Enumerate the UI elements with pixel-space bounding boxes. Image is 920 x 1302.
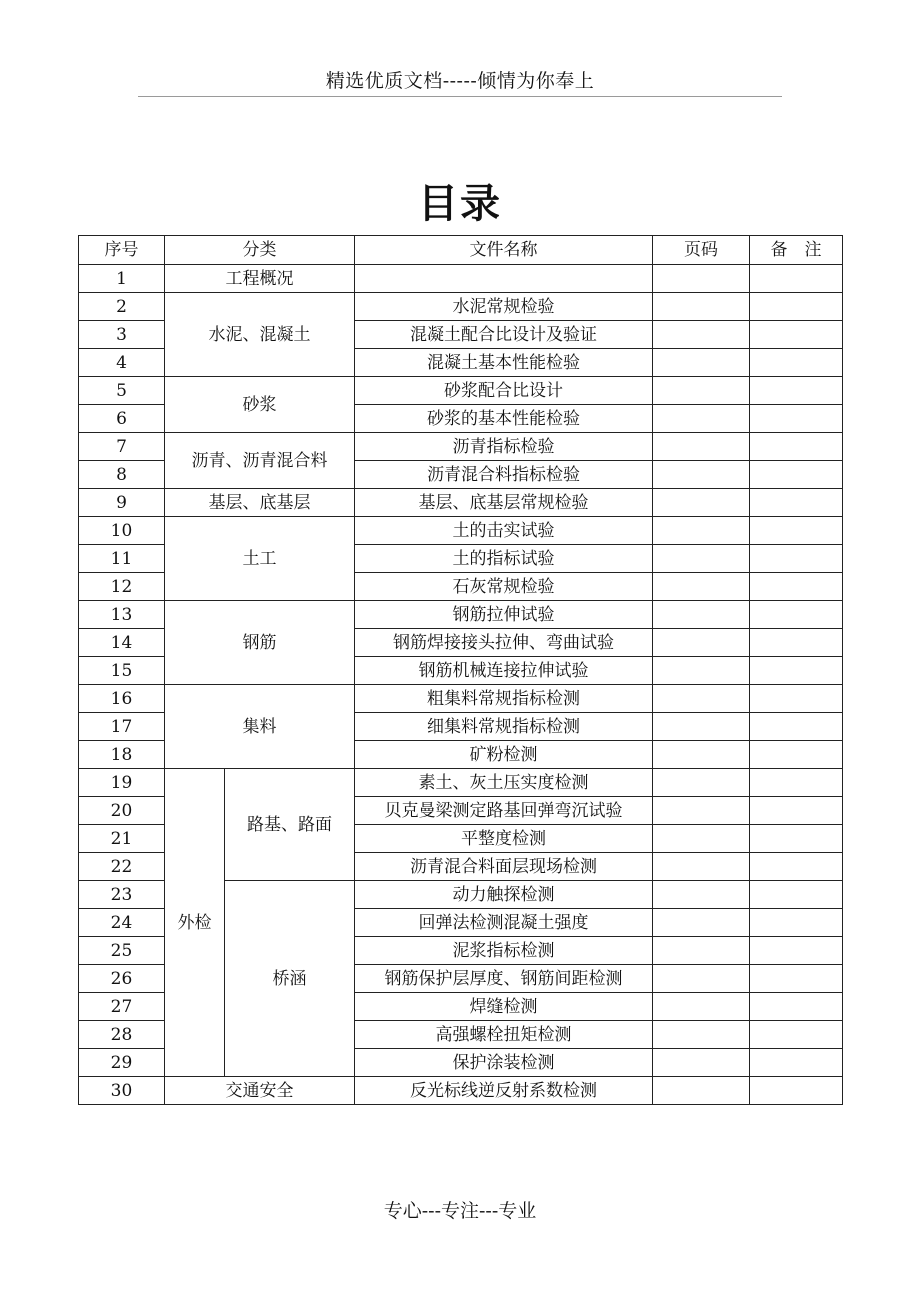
row-no: 12 [79, 573, 165, 601]
header-divider [138, 96, 782, 97]
table-row [79, 769, 843, 797]
page-cell [653, 517, 750, 545]
page-cell [653, 909, 750, 937]
category-cell: 水泥、混凝土 [165, 293, 355, 377]
toc-table [78, 235, 843, 1105]
row-no: 3 [79, 321, 165, 349]
remark-cell [750, 489, 843, 517]
row-no: 20 [79, 797, 165, 825]
row-no: 2 [79, 293, 165, 321]
header-file-name: 文件名称 [355, 236, 653, 265]
file-name: 沥青混合料指标检验 [355, 461, 653, 489]
row-no: 11 [79, 545, 165, 573]
remark-cell [750, 601, 843, 629]
file-name [355, 265, 653, 293]
file-name: 动力触探检测 [355, 881, 653, 909]
page-cell [653, 853, 750, 881]
file-name: 矿粉检测 [355, 741, 653, 769]
row-no: 22 [79, 853, 165, 881]
row-no: 25 [79, 937, 165, 965]
category-cell: 土工 [165, 517, 355, 601]
file-name: 焊缝检测 [355, 993, 653, 1021]
page-header: 精选优质文档-----倾情为你奉上 [325, 70, 595, 92]
subcategory-cell: 桥涵 [225, 881, 355, 1077]
page-cell [653, 489, 750, 517]
remark-cell [750, 461, 843, 489]
page-cell [653, 461, 750, 489]
file-name: 基层、底基层常规检验 [355, 489, 653, 517]
remark-cell [750, 965, 843, 993]
file-name: 钢筋机械连接拉伸试验 [355, 657, 653, 685]
remark-cell [750, 825, 843, 853]
row-no: 1 [79, 265, 165, 293]
file-name: 沥青混合料面层现场检测 [355, 853, 653, 881]
file-name: 反光标线逆反射系数检测 [355, 1077, 653, 1105]
table-row [79, 685, 843, 713]
row-no: 19 [79, 769, 165, 797]
remark-cell [750, 573, 843, 601]
page-cell [653, 433, 750, 461]
remark-cell [750, 349, 843, 377]
table-row [79, 265, 843, 293]
category-cell: 沥青、沥青混合料 [165, 433, 355, 489]
header-remark: 备 注 [750, 236, 843, 265]
remark-cell [750, 321, 843, 349]
remark-cell [750, 377, 843, 405]
page-footer: 专心---专注---专业 [383, 1200, 537, 1222]
file-name: 砂浆配合比设计 [355, 377, 653, 405]
row-no: 24 [79, 909, 165, 937]
page-cell [653, 685, 750, 713]
page-title: 目录 [418, 181, 502, 227]
category-cell: 基层、底基层 [165, 489, 355, 517]
row-no: 4 [79, 349, 165, 377]
row-no: 28 [79, 1021, 165, 1049]
page-cell [653, 377, 750, 405]
category-cell: 工程概况 [165, 265, 355, 293]
page-cell [653, 293, 750, 321]
file-name: 高强螺栓扭矩检测 [355, 1021, 653, 1049]
row-no: 14 [79, 629, 165, 657]
category-cell: 钢筋 [165, 601, 355, 685]
remark-cell [750, 741, 843, 769]
category-cell: 砂浆 [165, 377, 355, 433]
row-no: 27 [79, 993, 165, 1021]
table-row [79, 293, 843, 321]
page-cell [653, 573, 750, 601]
table-row [79, 489, 843, 517]
row-no: 29 [79, 1049, 165, 1077]
remark-cell [750, 685, 843, 713]
remark-cell [750, 657, 843, 685]
remark-cell [750, 1049, 843, 1077]
row-no: 5 [79, 377, 165, 405]
file-name: 回弹法检测混凝土强度 [355, 909, 653, 937]
file-name: 贝克曼梁测定路基回弹弯沉试验 [355, 797, 653, 825]
category-cell: 外检 [165, 769, 225, 1077]
remark-cell [750, 433, 843, 461]
table-row [79, 433, 843, 461]
file-name: 石灰常规检验 [355, 573, 653, 601]
row-no: 6 [79, 405, 165, 433]
remark-cell [750, 1021, 843, 1049]
remark-cell [750, 797, 843, 825]
remark-cell [750, 405, 843, 433]
row-no: 18 [79, 741, 165, 769]
row-no: 21 [79, 825, 165, 853]
file-name: 钢筋焊接接头拉伸、弯曲试验 [355, 629, 653, 657]
file-name: 砂浆的基本性能检验 [355, 405, 653, 433]
header-category: 分类 [165, 236, 355, 265]
remark-cell [750, 713, 843, 741]
row-no: 30 [79, 1077, 165, 1105]
table-header-row [79, 236, 843, 265]
row-no: 8 [79, 461, 165, 489]
file-name: 沥青指标检验 [355, 433, 653, 461]
page-cell [653, 1049, 750, 1077]
category-cell: 集料 [165, 685, 355, 769]
page-cell [653, 937, 750, 965]
table-row [79, 377, 843, 405]
remark-cell [750, 937, 843, 965]
remark-cell [750, 909, 843, 937]
category-cell: 交通安全 [165, 1077, 355, 1105]
header-no: 序号 [79, 236, 165, 265]
file-name: 钢筋保护层厚度、钢筋间距检测 [355, 965, 653, 993]
table-row [79, 601, 843, 629]
remark-cell [750, 1077, 843, 1105]
remark-cell [750, 881, 843, 909]
table-row [79, 1077, 843, 1105]
file-name: 土的指标试验 [355, 545, 653, 573]
page-cell [653, 741, 750, 769]
file-name: 钢筋拉伸试验 [355, 601, 653, 629]
file-name: 水泥常规检验 [355, 293, 653, 321]
remark-cell [750, 769, 843, 797]
row-no: 9 [79, 489, 165, 517]
row-no: 15 [79, 657, 165, 685]
row-no: 13 [79, 601, 165, 629]
file-name: 泥浆指标检测 [355, 937, 653, 965]
page-cell [653, 797, 750, 825]
file-name: 平整度检测 [355, 825, 653, 853]
row-no: 7 [79, 433, 165, 461]
page-cell [653, 321, 750, 349]
page-cell [653, 1021, 750, 1049]
remark-cell [750, 265, 843, 293]
file-name: 素土、灰土压实度检测 [355, 769, 653, 797]
page-cell [653, 713, 750, 741]
page-cell [653, 405, 750, 433]
page-cell [653, 881, 750, 909]
page-cell [653, 265, 750, 293]
file-name: 细集料常规指标检测 [355, 713, 653, 741]
remark-cell [750, 993, 843, 1021]
page-cell [653, 965, 750, 993]
row-no: 26 [79, 965, 165, 993]
file-name: 混凝土配合比设计及验证 [355, 321, 653, 349]
file-name: 混凝土基本性能检验 [355, 349, 653, 377]
file-name: 粗集料常规指标检测 [355, 685, 653, 713]
remark-cell [750, 545, 843, 573]
page-cell [653, 1077, 750, 1105]
page-cell [653, 825, 750, 853]
file-name: 保护涂装检测 [355, 1049, 653, 1077]
page-cell [653, 993, 750, 1021]
page-cell [653, 629, 750, 657]
page-cell [653, 349, 750, 377]
remark-cell [750, 517, 843, 545]
page-cell [653, 601, 750, 629]
remark-cell [750, 293, 843, 321]
page-cell [653, 769, 750, 797]
header-page: 页码 [653, 236, 750, 265]
remark-cell [750, 629, 843, 657]
table-row [79, 517, 843, 545]
row-no: 17 [79, 713, 165, 741]
page-cell [653, 657, 750, 685]
remark-cell [750, 853, 843, 881]
row-no: 23 [79, 881, 165, 909]
row-no: 16 [79, 685, 165, 713]
subcategory-cell: 路基、路面 [225, 769, 355, 881]
row-no: 10 [79, 517, 165, 545]
file-name: 土的击实试验 [355, 517, 653, 545]
page-cell [653, 545, 750, 573]
